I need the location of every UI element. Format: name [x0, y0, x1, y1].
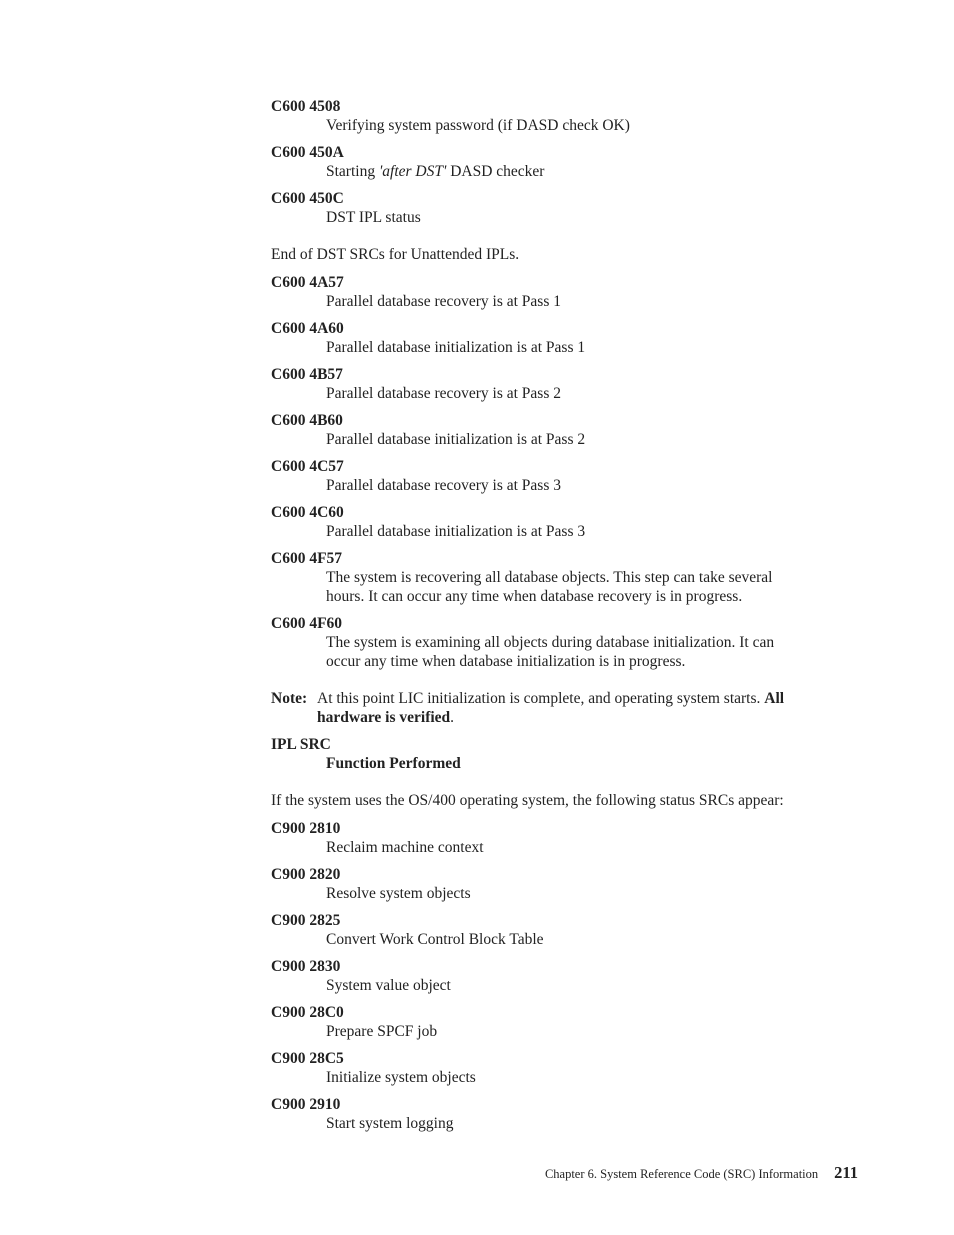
note-block — [271, 689, 871, 727]
section-paragraph: End of DST SRCs for Unattended IPLs. — [271, 246, 520, 263]
src-entry — [271, 189, 871, 227]
desc-prefix: Starting — [326, 163, 379, 180]
desc-italic: 'after DST' — [378, 163, 447, 180]
src-description: Reclaim machine context — [326, 839, 484, 856]
src-description: Parallel database initialization is at Pass 3 — [326, 523, 586, 540]
src-code: C900 28C5 — [271, 1050, 344, 1067]
src-description: Parallel database initialization is at Pass 1 — [326, 339, 586, 356]
src-description: DST IPL status — [326, 209, 421, 226]
src-description — [326, 162, 871, 181]
src-description: Convert Work Control Block Table — [326, 931, 544, 948]
footer-chapter-title: Chapter 6. System Reference Code (SRC) Information — [544, 1167, 819, 1181]
src-entry — [271, 1003, 871, 1041]
src-code: C900 2830 — [271, 958, 341, 975]
src-code: C600 450A — [271, 144, 344, 161]
page-footer — [545, 1163, 858, 1184]
note-label: Note: — [271, 690, 308, 707]
section-paragraph: If the system uses the OS/400 operating system, the following status SRCs appear: — [271, 792, 784, 809]
src-code: C600 4C57 — [271, 458, 344, 475]
src-code: C600 4F57 — [271, 550, 343, 567]
src-code: C600 4B60 — [271, 412, 343, 429]
src-entry — [271, 957, 871, 995]
src-description: Start system logging — [326, 1115, 454, 1132]
src-code: C900 2810 — [271, 820, 341, 837]
src-entry — [271, 614, 871, 671]
src-code: C900 2820 — [271, 866, 341, 883]
note-text: At this point LIC initialization is complete, and operating system starts. — [317, 690, 765, 707]
src-code: C900 2910 — [271, 1096, 341, 1113]
src-entry — [271, 503, 871, 541]
page-content — [271, 97, 871, 1141]
src-code: C600 450C — [271, 190, 344, 207]
note-bold-text: All — [764, 690, 785, 707]
note-bold-text: hardware is verified — [317, 709, 451, 726]
src-code: C900 2825 — [271, 912, 341, 929]
src-description: Parallel database recovery is at Pass 3 — [326, 477, 561, 494]
src-description: Resolve system objects — [326, 885, 471, 902]
src-entry — [271, 365, 871, 403]
src-description: Parallel database recovery is at Pass 1 — [326, 293, 561, 310]
src-description — [326, 633, 871, 671]
src-description — [326, 568, 871, 606]
src-description: Prepare SPCF job — [326, 1023, 438, 1040]
src-entry — [271, 865, 871, 903]
src-entry — [271, 97, 871, 135]
src-description: Initialize system objects — [326, 1069, 476, 1086]
src-code: C600 4A60 — [271, 320, 344, 337]
desc-suffix: DASD checker — [446, 163, 545, 180]
src-entry — [271, 457, 871, 495]
desc-line: The system is examining all objects during database initialization. It can — [326, 634, 775, 651]
src-entry — [271, 143, 871, 181]
desc-line: hours. It can occur any time when database recovery is in progress. — [326, 588, 743, 605]
src-code: C600 4C60 — [271, 504, 344, 521]
src-description: Parallel database initialization is at Pass 2 — [326, 431, 586, 448]
src-entry — [271, 911, 871, 949]
page-number: 211 — [834, 1163, 858, 1182]
src-code: C900 28C0 — [271, 1004, 344, 1021]
src-entry — [271, 273, 871, 311]
desc-line: occur any time when database initialization is in progress. — [326, 653, 686, 670]
src-description: System value object — [326, 977, 451, 994]
src-entry — [271, 411, 871, 449]
table-header-entry — [271, 735, 871, 773]
src-code: C600 4A57 — [271, 274, 344, 291]
desc-line: The system is recovering all database objects. This step can take several — [326, 569, 773, 586]
note-end: . — [450, 709, 455, 726]
column-header-function: Function Performed — [326, 755, 461, 772]
src-description: Verifying system password (if DASD check OK) — [326, 117, 630, 134]
src-description: Parallel database recovery is at Pass 2 — [326, 385, 561, 402]
src-entry — [271, 1049, 871, 1087]
column-header-ipl-src: IPL SRC — [271, 736, 331, 753]
src-entry — [271, 819, 871, 857]
src-code: C600 4B57 — [271, 366, 343, 383]
src-code: C600 4F60 — [271, 615, 343, 632]
src-entry — [271, 319, 871, 357]
src-code: C600 4508 — [271, 98, 341, 115]
src-entry — [271, 549, 871, 606]
src-entry — [271, 1095, 871, 1133]
